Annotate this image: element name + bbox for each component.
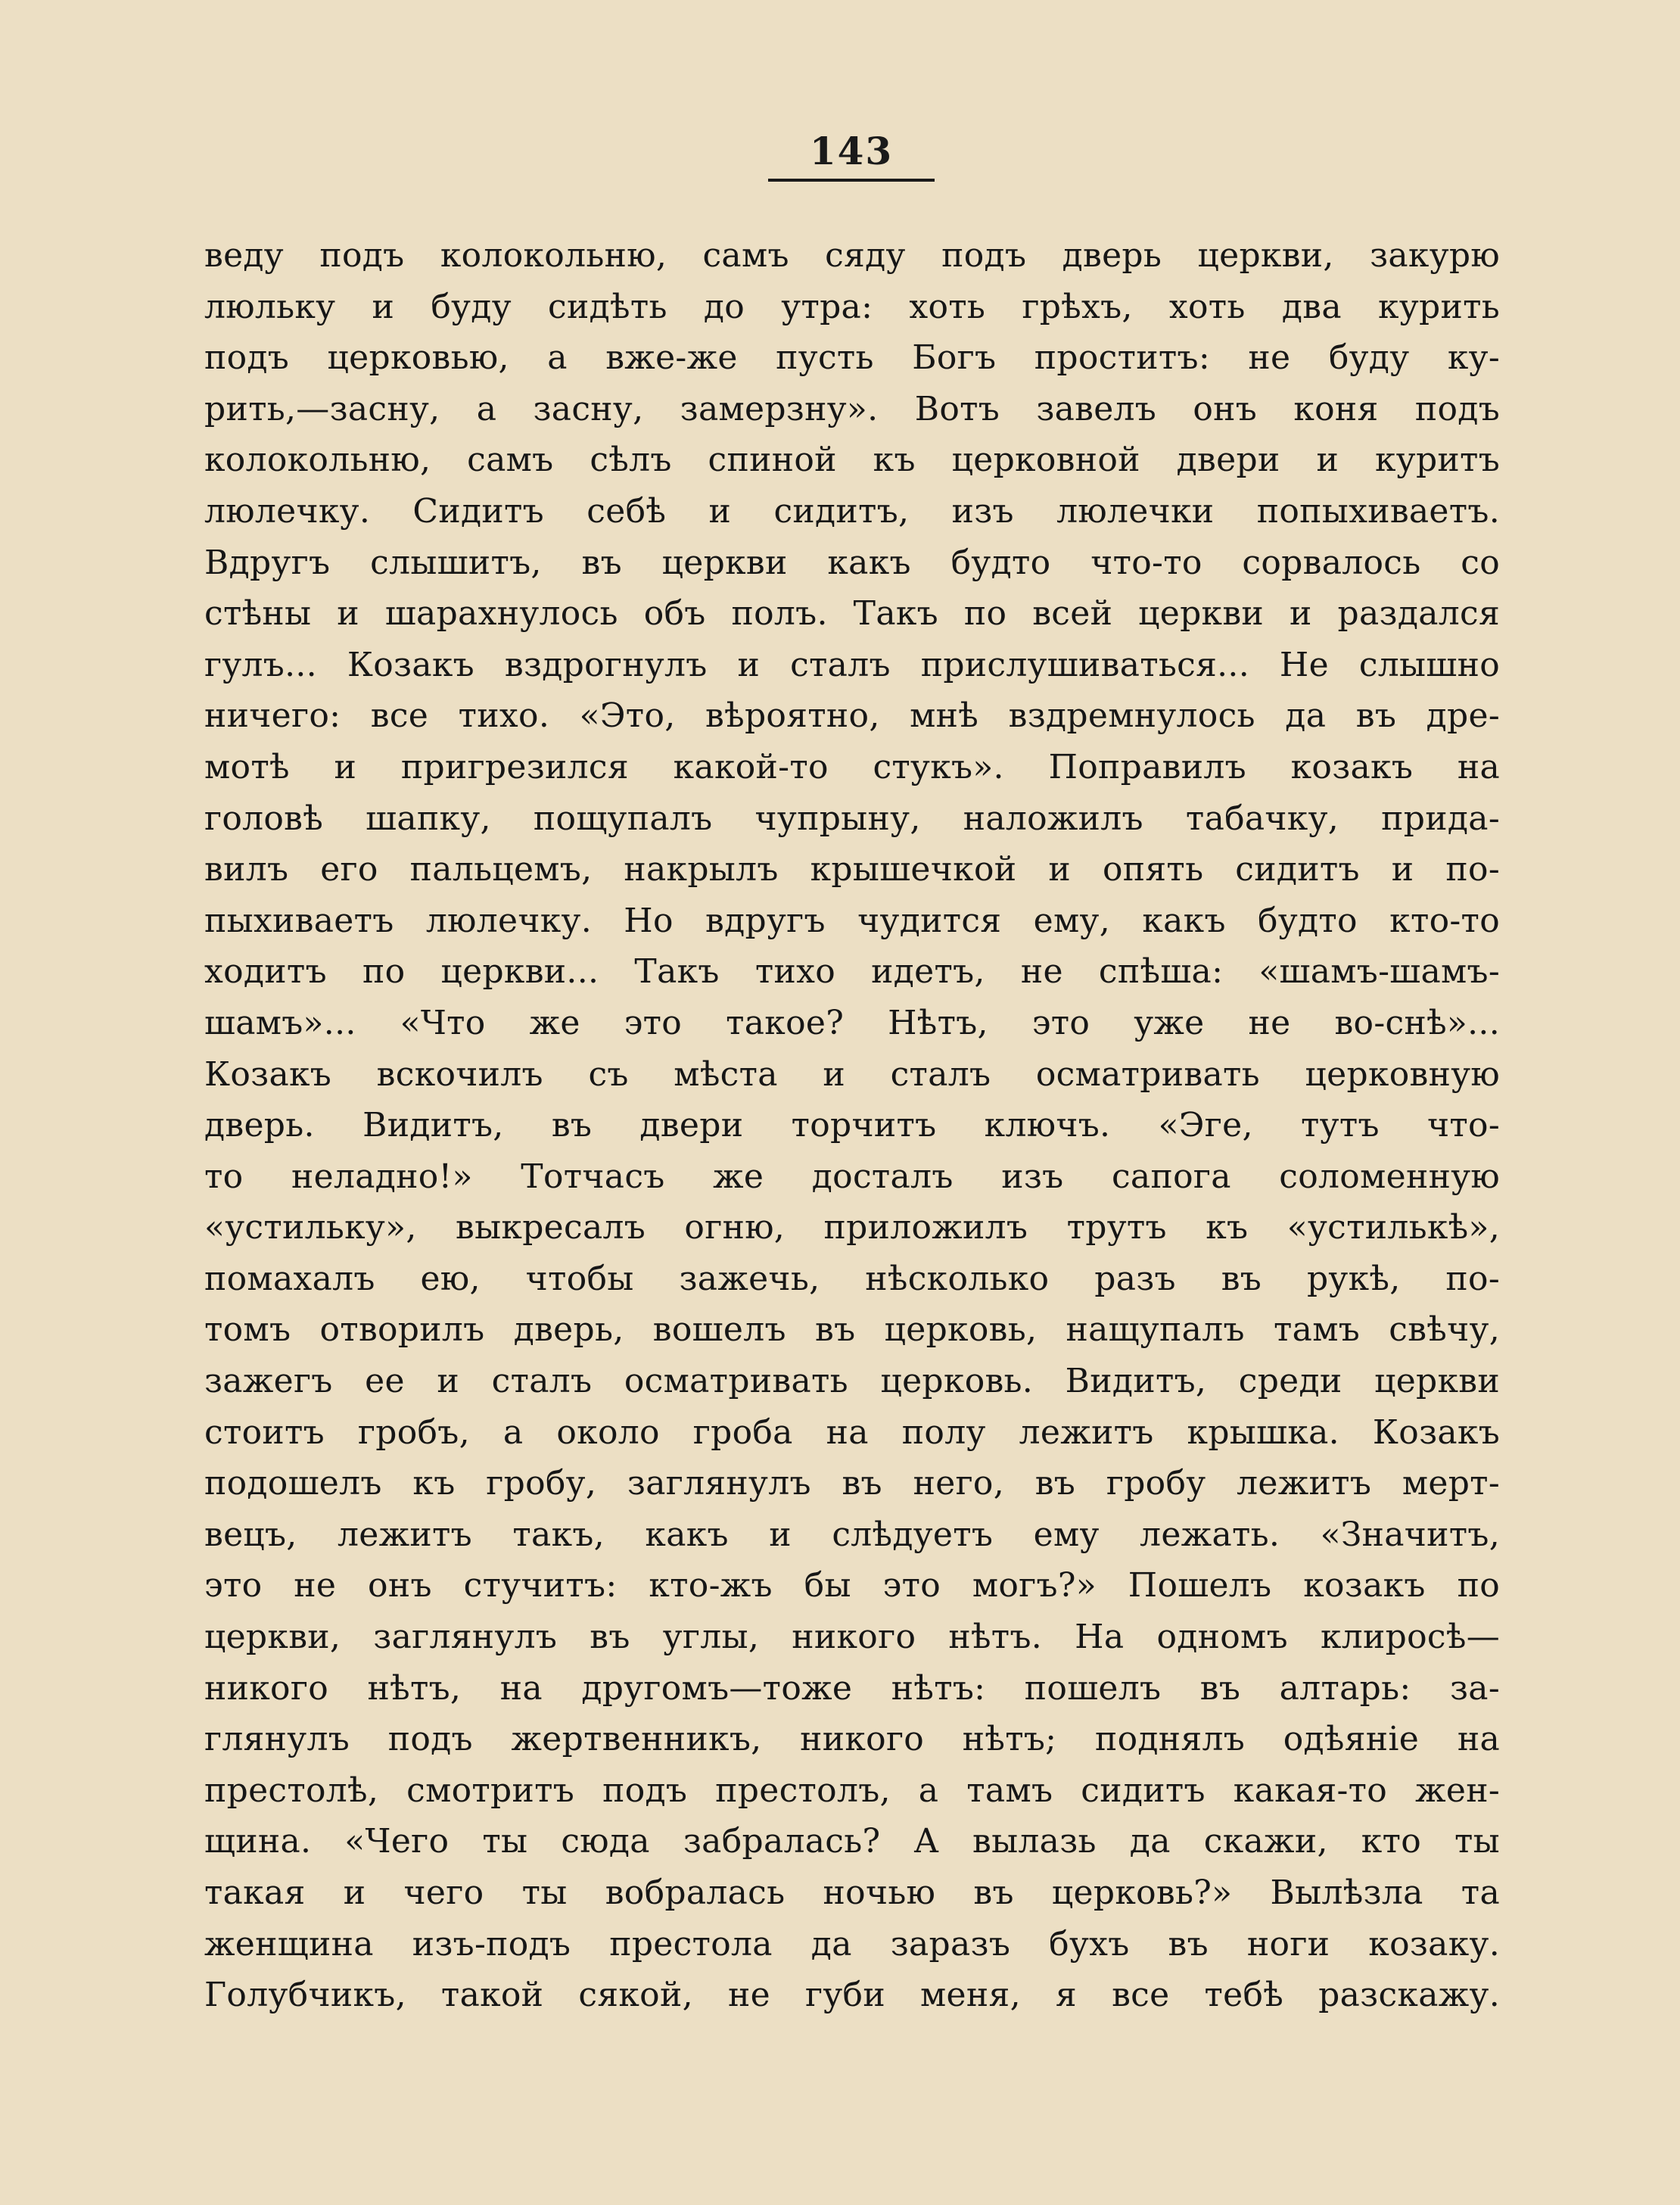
text-line: престолѣ, смотритъ подъ престолъ, а тамъ сидитъ какая-то жен-: [204, 1771, 1500, 1810]
text-line: головѣ шапку, пощупалъ чупрыну, наложилъ табачку, прида-: [204, 799, 1500, 838]
text-line: ничего: все тихо. «Это, вѣроятно, мнѣ вздремнулось да въ дре-: [204, 696, 1500, 736]
page-number: 143: [809, 129, 894, 173]
text-line: помахалъ ею, чтобы зажечь, нѣсколько разъ въ рукѣ, по-: [204, 1259, 1500, 1298]
text-line: такая и чего ты вобралась ночью въ церковь?» Вылѣзла та: [204, 1873, 1500, 1912]
text-line: щина. «Чего ты сюда забралась? А вылазь да скажи, кто ты: [204, 1822, 1500, 1861]
text-line: женщина изъ-подъ престола да заразъ бухъ въ ноги козаку.: [204, 1924, 1500, 1964]
text-line: стоитъ гробъ, а около гроба на полу лежитъ крышка. Козакъ: [204, 1412, 1500, 1452]
text-line: люлечку. Сидитъ себѣ и сидитъ, изъ люлечки попыхиваетъ.: [204, 491, 1500, 531]
text-line: гулъ... Козакъ вздрогнулъ и сталъ прислушиваться... Не слышно: [204, 645, 1500, 684]
text-line: веду подъ колокольню, самъ сяду подъ дверь церкви, закурю: [204, 236, 1500, 275]
text-line: зажегъ ее и сталъ осматривать церковь. Видитъ, среди церкви: [204, 1362, 1500, 1401]
text-line: стѣны и шарахнулось объ полъ. Такъ по всей церкви и раздался: [204, 594, 1500, 634]
text-line: пыхиваетъ люлечку. Но вдругъ чудится ему, какъ будто кто-то: [204, 901, 1500, 940]
text-line: это не онъ стучитъ: кто-жъ бы это могъ?» Пошелъ козакъ по: [204, 1566, 1500, 1605]
text-line: люльку и буду сидѣть до утра: хоть грѣхъ, хоть два курить: [204, 287, 1500, 326]
text-line: то неладно!» Тотчасъ же досталъ изъ сапога соломенную: [204, 1157, 1500, 1196]
text-line: вилъ его пальцемъ, накрылъ крышечкой и опять сидитъ и по-: [204, 850, 1500, 889]
page-number-rule: [768, 179, 935, 182]
text-line: Вдругъ слышитъ, въ церкви какъ будто что-то сорвалось со: [204, 543, 1500, 582]
text-line: подъ церковью, а вже-же пусть Богъ проститъ: не буду ку-: [204, 338, 1500, 378]
text-line: шамъ»... «Что же это такое? Нѣтъ, это уже не во-снѣ»...: [204, 1003, 1500, 1042]
text-line: Голубчикъ, такой сякой, не губи меня, я все тебѣ разскажу.: [204, 1976, 1500, 2015]
text-line: колокольню, самъ сѣлъ спиной къ церковной двери и куритъ: [204, 441, 1500, 480]
text-line: подошелъ къ гробу, заглянулъ въ него, въ гробу лежитъ мерт-: [204, 1464, 1500, 1503]
text-line: церкви, заглянулъ въ углы, никого нѣтъ. На одномъ клиросѣ—: [204, 1618, 1500, 1657]
text-line: дверь. Видитъ, въ двери торчитъ ключъ. «Эге, тутъ что-: [204, 1106, 1500, 1145]
text-line: вецъ, лежитъ такъ, какъ и слѣдуетъ ему лежать. «Значитъ,: [204, 1515, 1500, 1554]
text-line: ходитъ по церкви... Такъ тихо идетъ, не спѣша: «шамъ-шамъ-: [204, 952, 1500, 992]
text-line: рить,—засну, а засну, замерзну». Вотъ завелъ онъ коня подъ: [204, 389, 1500, 428]
text-line: «устильку», выкресалъ огню, приложилъ трутъ къ «устилькѣ»,: [204, 1208, 1500, 1247]
text-line: мотѣ и пригрезился какой-то стукъ». Поправилъ козакъ на: [204, 747, 1500, 786]
text-body: [204, 230, 1500, 2021]
text-line: никого нѣтъ, на другомъ—тоже нѣтъ: пошелъ въ алтарь: за-: [204, 1668, 1500, 1708]
text-line: глянулъ подъ жертвенникъ, никого нѣтъ; поднялъ одѣяніе на: [204, 1720, 1500, 1759]
text-line: томъ отворилъ дверь, вошелъ въ церковь, нащупалъ тамъ свѣчу,: [204, 1310, 1500, 1350]
text-line: Козакъ вскочилъ съ мѣста и сталъ осматривать церковную: [204, 1054, 1500, 1094]
